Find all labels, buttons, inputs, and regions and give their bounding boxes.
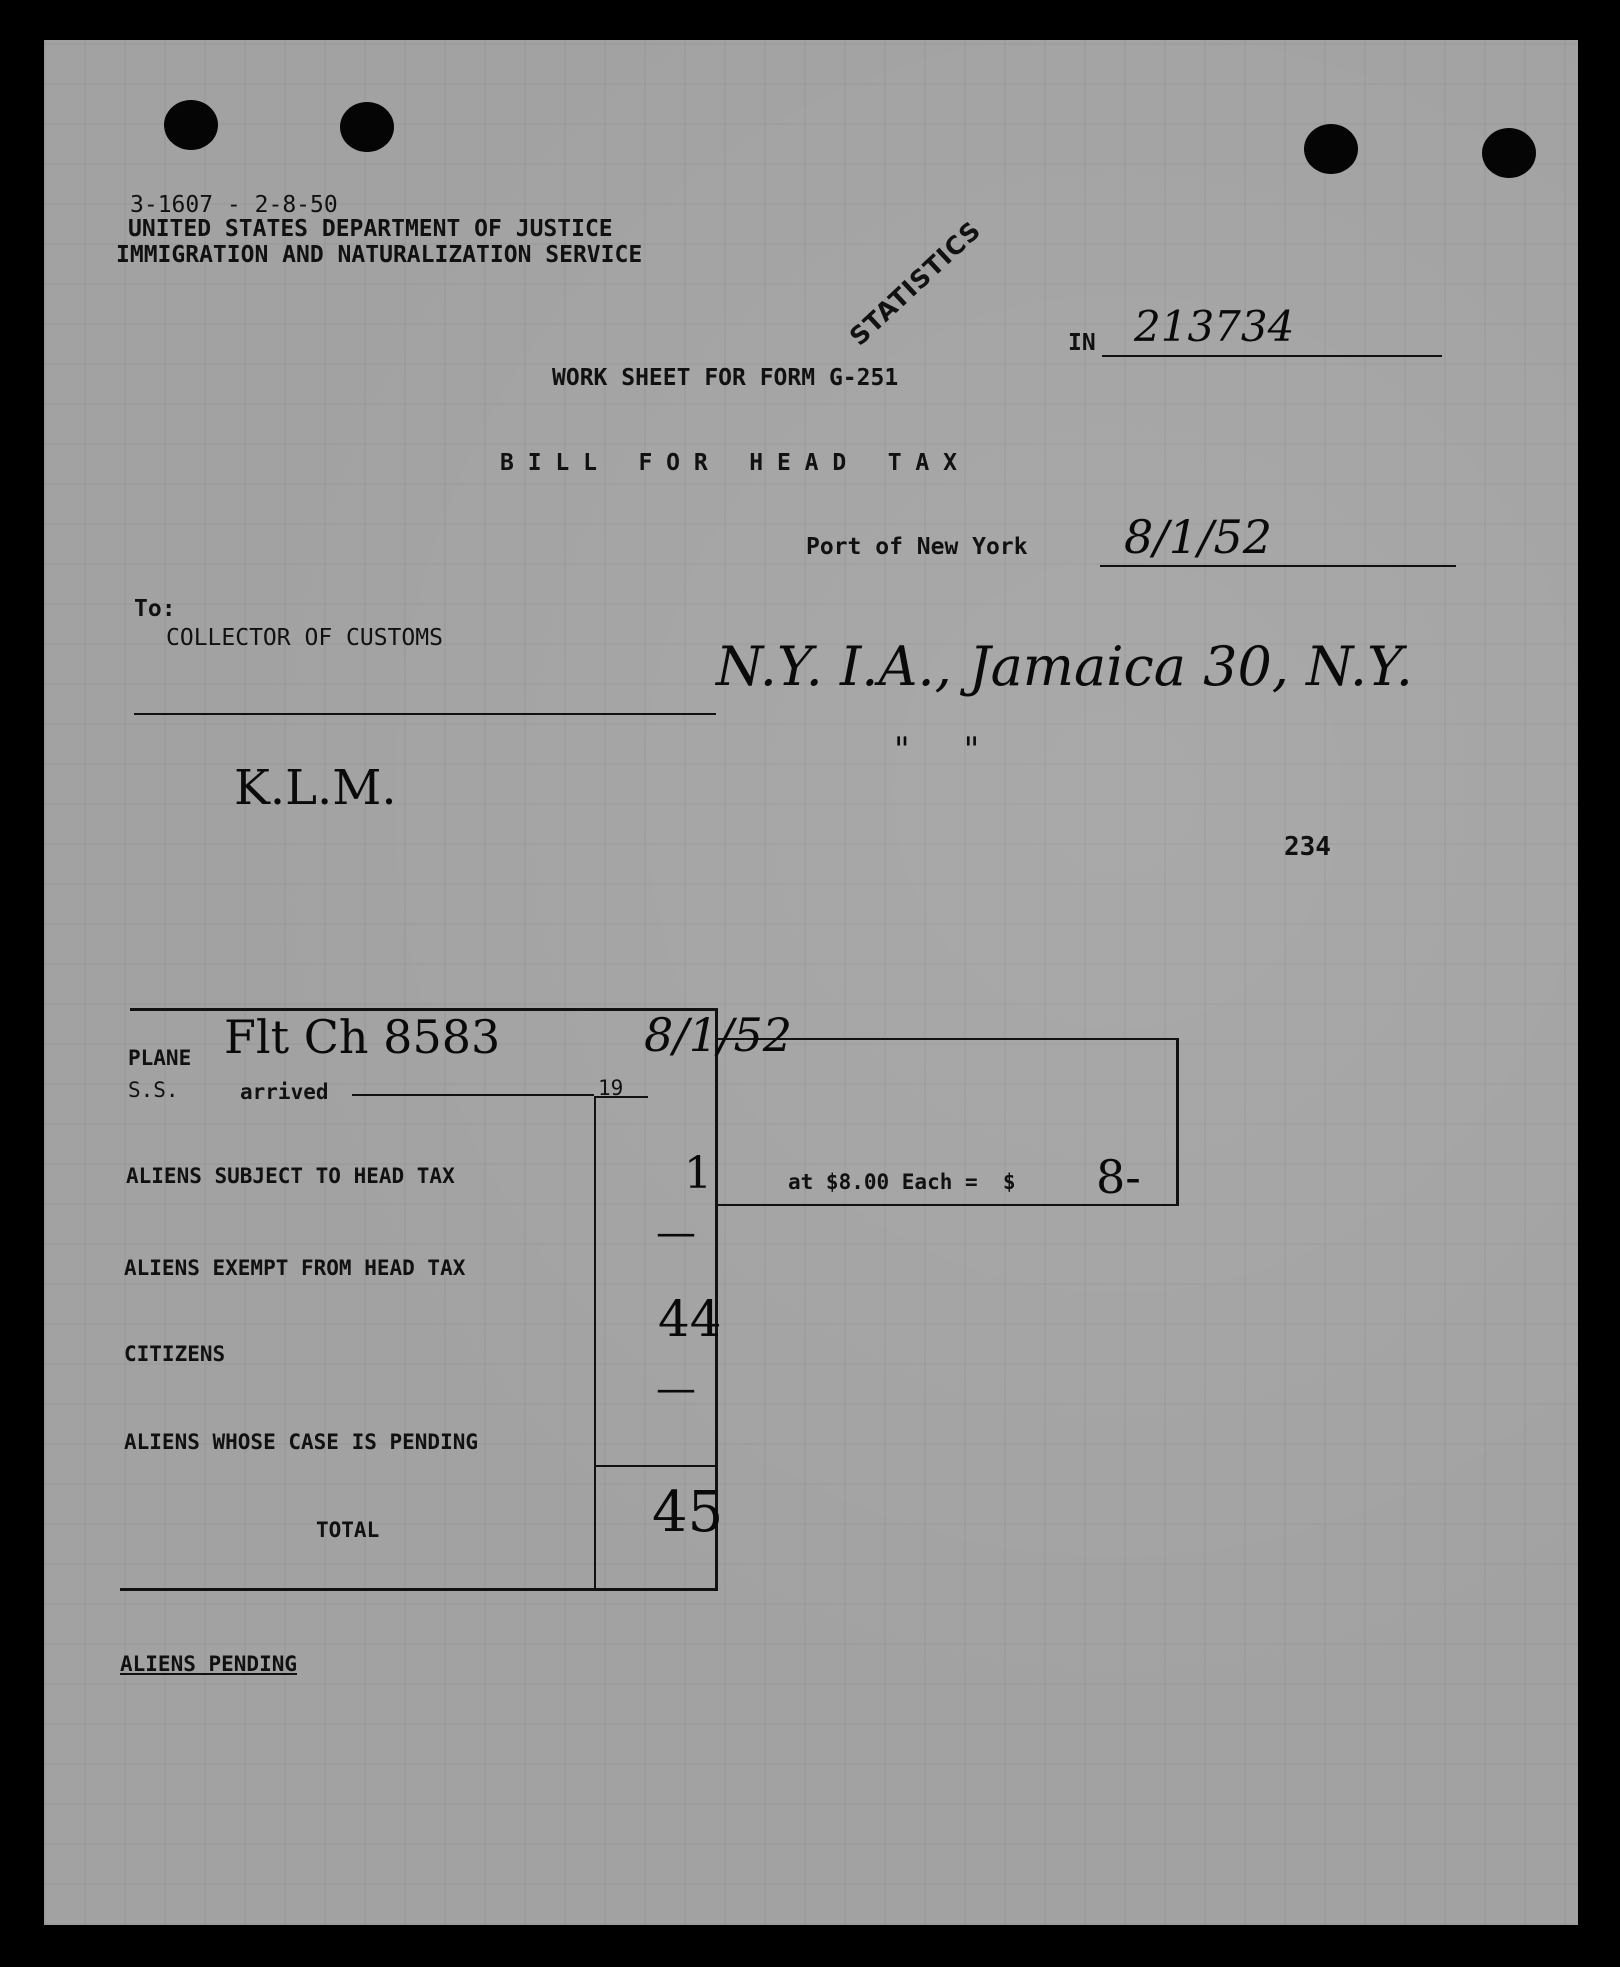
rate-box-bottom (716, 1204, 1179, 1206)
collector-location: N.Y. I.A., Jamaica 30, N.Y. (716, 635, 1413, 698)
collector-line (134, 713, 716, 715)
port-date-line (1100, 565, 1456, 567)
worksheet-title: WORK SHEET FOR FORM G-251 (552, 365, 899, 391)
row-value-citizens: 44 (658, 1290, 722, 1348)
row-label-exempt: ALIENS EXEMPT FROM HEAD TAX (124, 1256, 466, 1280)
punch-hole (1482, 128, 1536, 178)
row-value-pending: — (656, 1366, 696, 1412)
stamp-text: STATISTICS (844, 215, 987, 352)
port-label: Port of New York (806, 534, 1028, 560)
flight-number: Flt Ch 8583 (224, 1010, 501, 1064)
department-name: UNITED STATES DEPARTMENT OF JUSTICE (128, 216, 613, 242)
in-number-line (1102, 355, 1442, 357)
bill-title: B I L L F O R H E A D T A X (500, 450, 957, 476)
row-label-subject: ALIENS SUBJECT TO HEAD TAX (126, 1164, 455, 1188)
arrived-line (352, 1094, 594, 1096)
row-label-pending: ALIENS WHOSE CASE IS PENDING (124, 1430, 479, 1454)
total-value: 45 (652, 1480, 724, 1545)
ditto-marks: " " (894, 730, 980, 770)
flight-date: 8/1/52 (644, 1008, 793, 1062)
in-number: 213734 (1134, 302, 1295, 351)
carrier-name: K.L.M. (234, 760, 397, 816)
total-divider (594, 1465, 718, 1467)
in-label: IN (1068, 330, 1096, 356)
ss-label: S.S. (128, 1078, 179, 1102)
aliens-pending-label: ALIENS PENDING (120, 1652, 298, 1676)
row-value-subject: 1 (684, 1148, 712, 1199)
to-label: To: (134, 596, 176, 622)
plane-label: PLANE (128, 1046, 192, 1070)
punch-hole (164, 100, 218, 150)
total-label: TOTAL (316, 1518, 380, 1542)
rate-text: at $8.00 Each = $ (788, 1170, 1016, 1194)
punch-hole (340, 102, 394, 152)
punch-hole (1304, 124, 1358, 174)
stamp-number: 234 (1284, 832, 1331, 862)
row-label-citizens: CITIZENS (124, 1342, 226, 1366)
document-page (44, 40, 1578, 1925)
amount-value: 8- (1096, 1150, 1141, 1204)
arrived-label: arrived (240, 1080, 329, 1104)
table-bottom-border (120, 1588, 718, 1591)
port-date: 8/1/52 (1124, 510, 1273, 564)
rate-box-right (1176, 1038, 1179, 1206)
row-value-exempt: — (656, 1210, 696, 1256)
service-name: IMMIGRATION AND NATURALIZATION SERVICE (116, 242, 643, 268)
statistics-stamp (844, 215, 987, 351)
year-label: 19 (598, 1076, 624, 1100)
form-code: 3-1607 - 2-8-50 (130, 192, 338, 218)
value-column-left-border (594, 1096, 596, 1590)
collector-label: COLLECTOR OF CUSTOMS (166, 625, 443, 651)
